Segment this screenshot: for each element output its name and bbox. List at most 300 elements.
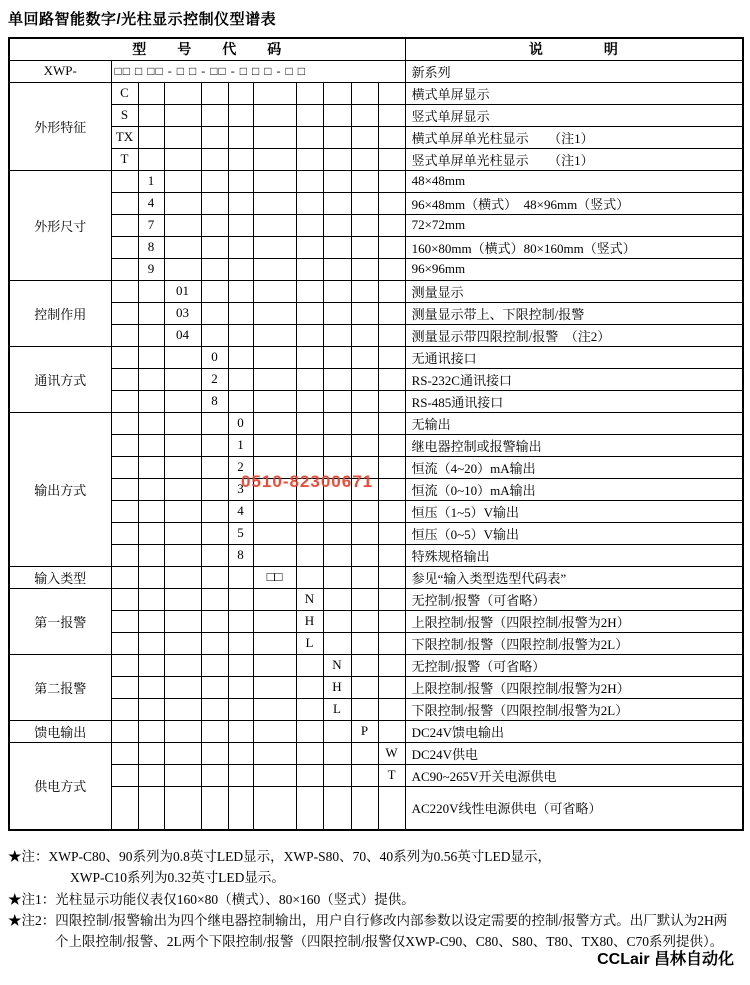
empty-cell bbox=[351, 742, 378, 764]
empty-cell bbox=[378, 368, 405, 390]
empty-cell bbox=[351, 786, 378, 830]
empty-cell bbox=[323, 280, 351, 302]
empty-cell bbox=[164, 478, 201, 500]
empty-cell bbox=[138, 324, 164, 346]
empty-cell bbox=[228, 566, 253, 588]
empty-cell bbox=[323, 786, 351, 830]
table-row bbox=[9, 192, 743, 214]
code-cell: L bbox=[296, 632, 323, 654]
table-row bbox=[9, 82, 743, 104]
empty-cell bbox=[253, 302, 296, 324]
empty-cell bbox=[323, 412, 351, 434]
empty-cell bbox=[228, 192, 253, 214]
empty-cell bbox=[201, 676, 228, 698]
description-cell: 160×80mm（横式）80×160mm（竖式） bbox=[405, 236, 743, 258]
empty-cell bbox=[323, 610, 351, 632]
empty-cell bbox=[201, 566, 228, 588]
empty-cell bbox=[138, 104, 164, 126]
code-cell: T bbox=[111, 148, 138, 170]
empty-cell bbox=[296, 280, 323, 302]
empty-cell bbox=[378, 390, 405, 412]
empty-cell bbox=[228, 654, 253, 676]
empty-cell bbox=[164, 126, 201, 148]
note-line: ★注：XWP-C80、90系列为0.8英寸LED显示，XWP-S80、70、40系列为0.56英寸LED显示， bbox=[8, 849, 551, 864]
spec-table bbox=[8, 37, 744, 831]
table-row bbox=[9, 170, 743, 192]
empty-cell bbox=[351, 764, 378, 786]
table-row bbox=[9, 610, 743, 632]
code-cell: P bbox=[351, 720, 378, 742]
description-cell: 恒流（0~10）mA输出 bbox=[405, 478, 743, 500]
description-cell: 竖式单屏显示 bbox=[405, 104, 743, 126]
empty-cell bbox=[164, 104, 201, 126]
empty-cell bbox=[378, 258, 405, 280]
empty-cell bbox=[201, 214, 228, 236]
code-cell: 0 bbox=[228, 412, 253, 434]
empty-cell bbox=[201, 522, 228, 544]
empty-cell bbox=[164, 764, 201, 786]
description-cell: 96×96mm bbox=[405, 258, 743, 280]
empty-cell bbox=[111, 500, 138, 522]
empty-cell bbox=[138, 720, 164, 742]
empty-cell bbox=[228, 258, 253, 280]
model-code-boxes: □□ □ □□ - □ □ - □□ - □ □ □ - □ □ bbox=[111, 60, 405, 82]
empty-cell bbox=[164, 390, 201, 412]
empty-cell bbox=[378, 104, 405, 126]
empty-cell bbox=[138, 126, 164, 148]
empty-cell bbox=[111, 302, 138, 324]
empty-cell bbox=[323, 500, 351, 522]
notes-section bbox=[8, 846, 728, 953]
empty-cell bbox=[323, 324, 351, 346]
empty-cell bbox=[323, 346, 351, 368]
category-cell: 供电方式 bbox=[9, 742, 111, 830]
empty-cell bbox=[296, 698, 323, 720]
empty-cell bbox=[378, 302, 405, 324]
code-cell: 0 bbox=[201, 346, 228, 368]
empty-cell bbox=[351, 610, 378, 632]
empty-cell bbox=[201, 434, 228, 456]
empty-cell bbox=[138, 588, 164, 610]
brand-logo: CCLair 昌林自动化 bbox=[597, 951, 734, 968]
description-cell: 测量显示 bbox=[405, 280, 743, 302]
empty-cell bbox=[253, 192, 296, 214]
empty-cell bbox=[228, 720, 253, 742]
empty-cell bbox=[253, 720, 296, 742]
empty-cell bbox=[323, 764, 351, 786]
empty-cell bbox=[351, 500, 378, 522]
empty-cell bbox=[351, 434, 378, 456]
empty-cell bbox=[323, 236, 351, 258]
empty-cell bbox=[351, 368, 378, 390]
table-row bbox=[9, 478, 743, 500]
empty-cell bbox=[378, 500, 405, 522]
description-cell: 竖式单屏单光柱显示 （注1） bbox=[405, 148, 743, 170]
empty-cell bbox=[323, 632, 351, 654]
empty-cell bbox=[253, 346, 296, 368]
empty-cell bbox=[164, 368, 201, 390]
empty-cell bbox=[253, 324, 296, 346]
empty-cell bbox=[138, 676, 164, 698]
category-cell: 外形尺寸 bbox=[9, 170, 111, 280]
table-row bbox=[9, 522, 743, 544]
description-cell: 无控制/报警（可省略） bbox=[405, 654, 743, 676]
empty-cell bbox=[201, 126, 228, 148]
empty-cell bbox=[201, 478, 228, 500]
category-cell: 控制作用 bbox=[9, 280, 111, 346]
empty-cell bbox=[351, 236, 378, 258]
empty-cell bbox=[228, 148, 253, 170]
empty-cell bbox=[296, 654, 323, 676]
table-row bbox=[9, 566, 743, 588]
empty-cell bbox=[351, 214, 378, 236]
empty-cell bbox=[228, 280, 253, 302]
description-cell: 继电器控制或报警输出 bbox=[405, 434, 743, 456]
empty-cell bbox=[253, 390, 296, 412]
empty-cell bbox=[138, 500, 164, 522]
empty-cell bbox=[323, 82, 351, 104]
empty-cell bbox=[228, 588, 253, 610]
empty-cell bbox=[378, 544, 405, 566]
empty-cell bbox=[253, 126, 296, 148]
empty-cell bbox=[323, 588, 351, 610]
empty-cell bbox=[228, 170, 253, 192]
empty-cell bbox=[111, 346, 138, 368]
empty-cell bbox=[138, 148, 164, 170]
empty-cell bbox=[138, 456, 164, 478]
empty-cell bbox=[228, 82, 253, 104]
empty-cell bbox=[378, 82, 405, 104]
empty-cell bbox=[351, 82, 378, 104]
empty-cell bbox=[111, 236, 138, 258]
empty-cell bbox=[228, 214, 253, 236]
empty-cell bbox=[228, 610, 253, 632]
empty-cell bbox=[228, 126, 253, 148]
empty-cell bbox=[164, 698, 201, 720]
empty-cell bbox=[253, 544, 296, 566]
empty-cell bbox=[164, 258, 201, 280]
code-cell: 2 bbox=[228, 456, 253, 478]
description-cell: 参见“输入类型选型代码表” bbox=[405, 566, 743, 588]
empty-cell bbox=[323, 258, 351, 280]
empty-cell bbox=[111, 324, 138, 346]
empty-cell bbox=[164, 148, 201, 170]
empty-cell bbox=[296, 214, 323, 236]
empty-cell bbox=[351, 302, 378, 324]
empty-cell bbox=[323, 544, 351, 566]
empty-cell bbox=[111, 742, 138, 764]
empty-cell bbox=[164, 192, 201, 214]
table-row bbox=[9, 346, 743, 368]
table-row bbox=[9, 368, 743, 390]
empty-cell bbox=[296, 126, 323, 148]
empty-cell bbox=[253, 698, 296, 720]
empty-cell bbox=[253, 148, 296, 170]
description-cell: 横式单屏单光柱显示 （注1） bbox=[405, 126, 743, 148]
table-row bbox=[9, 434, 743, 456]
code-cell: 4 bbox=[228, 500, 253, 522]
code-cell: TX bbox=[111, 126, 138, 148]
empty-cell bbox=[378, 632, 405, 654]
empty-cell bbox=[228, 742, 253, 764]
empty-cell bbox=[228, 764, 253, 786]
description-cell: DC24V供电 bbox=[405, 742, 743, 764]
empty-cell bbox=[323, 434, 351, 456]
empty-cell bbox=[201, 632, 228, 654]
empty-cell bbox=[201, 82, 228, 104]
empty-cell bbox=[296, 522, 323, 544]
empty-cell bbox=[296, 544, 323, 566]
empty-cell bbox=[164, 588, 201, 610]
empty-cell bbox=[351, 654, 378, 676]
empty-cell bbox=[323, 390, 351, 412]
model-prefix: XWP- bbox=[9, 60, 111, 82]
empty-cell bbox=[351, 148, 378, 170]
empty-cell bbox=[296, 170, 323, 192]
description-cell: 测量显示带上、下限控制/报警 bbox=[405, 302, 743, 324]
empty-cell bbox=[351, 522, 378, 544]
empty-cell bbox=[164, 170, 201, 192]
empty-cell bbox=[138, 654, 164, 676]
empty-cell bbox=[378, 676, 405, 698]
description-cell: 恒压（1~5）V输出 bbox=[405, 500, 743, 522]
empty-cell bbox=[378, 786, 405, 830]
empty-cell bbox=[111, 434, 138, 456]
table-row bbox=[9, 456, 743, 478]
code-cell: 1 bbox=[138, 170, 164, 192]
code-cell: 8 bbox=[138, 236, 164, 258]
description-cell: DC24V馈电输出 bbox=[405, 720, 743, 742]
model-row bbox=[9, 60, 743, 82]
empty-cell bbox=[378, 148, 405, 170]
empty-cell bbox=[296, 258, 323, 280]
table-row bbox=[9, 126, 743, 148]
empty-cell bbox=[164, 346, 201, 368]
empty-cell bbox=[138, 764, 164, 786]
empty-cell bbox=[351, 390, 378, 412]
description-cell: 下限控制/报警（四限控制/报警为2L） bbox=[405, 698, 743, 720]
empty-cell bbox=[111, 566, 138, 588]
empty-cell bbox=[164, 500, 201, 522]
note-line: ★注2：四限控制/报警输出为四个继电器控制输出，用户自行修改内部参数以设定需要的控制/报警方式。出厂默认为2H两个上限控制/报警、2L两个下限控制/报警（四限控制/报警仅XWP-C90、C80、S80、T80、TX80、C70系列提供）。 bbox=[8, 912, 728, 950]
empty-cell bbox=[351, 412, 378, 434]
empty-cell bbox=[378, 280, 405, 302]
empty-cell bbox=[201, 412, 228, 434]
empty-cell bbox=[253, 82, 296, 104]
empty-cell bbox=[111, 544, 138, 566]
table-row bbox=[9, 764, 743, 786]
empty-cell bbox=[111, 258, 138, 280]
table-row bbox=[9, 654, 743, 676]
empty-cell bbox=[228, 368, 253, 390]
table-row bbox=[9, 258, 743, 280]
empty-cell bbox=[351, 544, 378, 566]
empty-cell bbox=[111, 786, 138, 830]
empty-cell bbox=[138, 522, 164, 544]
empty-cell bbox=[253, 654, 296, 676]
empty-cell bbox=[296, 192, 323, 214]
empty-cell bbox=[351, 170, 378, 192]
empty-cell bbox=[201, 654, 228, 676]
empty-cell bbox=[296, 324, 323, 346]
empty-cell bbox=[378, 412, 405, 434]
category-cell: 第二报警 bbox=[9, 654, 111, 720]
table-row bbox=[9, 676, 743, 698]
empty-cell bbox=[201, 192, 228, 214]
spec-table-body bbox=[9, 38, 743, 830]
table-row bbox=[9, 148, 743, 170]
empty-cell bbox=[351, 104, 378, 126]
empty-cell bbox=[164, 214, 201, 236]
description-cell: 无通讯接口 bbox=[405, 346, 743, 368]
empty-cell bbox=[296, 566, 323, 588]
empty-cell bbox=[138, 82, 164, 104]
empty-cell bbox=[296, 434, 323, 456]
empty-cell bbox=[228, 324, 253, 346]
code-cell: H bbox=[296, 610, 323, 632]
empty-cell bbox=[201, 280, 228, 302]
table-row bbox=[9, 324, 743, 346]
code-cell: 03 bbox=[164, 302, 201, 324]
watermark-phone: 0510-82300671 bbox=[241, 472, 374, 491]
empty-cell bbox=[138, 368, 164, 390]
empty-cell bbox=[138, 478, 164, 500]
empty-cell bbox=[378, 588, 405, 610]
description-cell: 上限控制/报警（四限控制/报警为2H） bbox=[405, 676, 743, 698]
empty-cell bbox=[111, 368, 138, 390]
table-row bbox=[9, 720, 743, 742]
code-cell: H bbox=[323, 676, 351, 698]
empty-cell bbox=[296, 236, 323, 258]
empty-cell bbox=[378, 566, 405, 588]
empty-cell bbox=[323, 214, 351, 236]
empty-cell bbox=[111, 192, 138, 214]
empty-cell bbox=[253, 280, 296, 302]
empty-cell bbox=[253, 632, 296, 654]
empty-cell bbox=[323, 126, 351, 148]
empty-cell bbox=[378, 522, 405, 544]
empty-cell bbox=[138, 566, 164, 588]
empty-cell bbox=[296, 742, 323, 764]
empty-cell bbox=[201, 698, 228, 720]
empty-cell bbox=[111, 214, 138, 236]
empty-cell bbox=[228, 676, 253, 698]
description-cell: RS-485通讯接口 bbox=[405, 390, 743, 412]
table-row bbox=[9, 632, 743, 654]
table-row bbox=[9, 104, 743, 126]
empty-cell bbox=[138, 632, 164, 654]
empty-cell bbox=[111, 654, 138, 676]
empty-cell bbox=[296, 390, 323, 412]
empty-cell bbox=[138, 698, 164, 720]
empty-cell bbox=[111, 412, 138, 434]
empty-cell bbox=[296, 346, 323, 368]
table-row bbox=[9, 500, 743, 522]
empty-cell bbox=[351, 258, 378, 280]
category-cell: 输出方式 bbox=[9, 412, 111, 566]
empty-cell bbox=[228, 390, 253, 412]
code-cell: T bbox=[378, 764, 405, 786]
empty-cell bbox=[164, 522, 201, 544]
empty-cell bbox=[201, 170, 228, 192]
empty-cell bbox=[201, 236, 228, 258]
code-cell: N bbox=[323, 654, 351, 676]
table-row bbox=[9, 412, 743, 434]
table-row bbox=[9, 280, 743, 302]
empty-cell bbox=[323, 566, 351, 588]
empty-cell bbox=[378, 456, 405, 478]
empty-cell bbox=[323, 104, 351, 126]
description-cell: RS-232C通讯接口 bbox=[405, 368, 743, 390]
empty-cell bbox=[323, 302, 351, 324]
empty-cell bbox=[351, 324, 378, 346]
description-cell: 48×48mm bbox=[405, 170, 743, 192]
empty-cell bbox=[378, 236, 405, 258]
empty-cell bbox=[253, 412, 296, 434]
empty-cell bbox=[378, 434, 405, 456]
empty-cell bbox=[201, 764, 228, 786]
description-cell: 上限控制/报警（四限控制/报警为2H） bbox=[405, 610, 743, 632]
empty-cell bbox=[253, 676, 296, 698]
empty-cell bbox=[164, 720, 201, 742]
empty-cell bbox=[201, 148, 228, 170]
empty-cell bbox=[164, 456, 201, 478]
category-cell: 输入类型 bbox=[9, 566, 111, 588]
empty-cell bbox=[378, 720, 405, 742]
empty-cell bbox=[253, 742, 296, 764]
description-cell: 特殊规格输出 bbox=[405, 544, 743, 566]
empty-cell bbox=[296, 500, 323, 522]
description-cell: 恒压（0~5）V输出 bbox=[405, 522, 743, 544]
empty-cell bbox=[323, 720, 351, 742]
empty-cell bbox=[351, 588, 378, 610]
empty-cell bbox=[201, 742, 228, 764]
empty-cell bbox=[111, 390, 138, 412]
description-cell: 无输出 bbox=[405, 412, 743, 434]
empty-cell bbox=[228, 346, 253, 368]
code-cell: 7 bbox=[138, 214, 164, 236]
empty-cell bbox=[378, 126, 405, 148]
empty-cell bbox=[378, 192, 405, 214]
empty-cell bbox=[253, 258, 296, 280]
page-title: 单回路智能数字/光柱显示控制仪型谱表 bbox=[8, 11, 277, 28]
code-cell: 8 bbox=[201, 390, 228, 412]
table-row bbox=[9, 786, 743, 830]
code-cell: 04 bbox=[164, 324, 201, 346]
empty-cell bbox=[201, 500, 228, 522]
empty-cell bbox=[111, 720, 138, 742]
empty-cell bbox=[164, 610, 201, 632]
empty-cell bbox=[201, 456, 228, 478]
empty-cell bbox=[323, 192, 351, 214]
empty-cell bbox=[378, 214, 405, 236]
empty-cell bbox=[111, 676, 138, 698]
empty-cell bbox=[253, 236, 296, 258]
empty-cell bbox=[296, 412, 323, 434]
empty-cell bbox=[111, 170, 138, 192]
empty-cell bbox=[138, 544, 164, 566]
empty-cell bbox=[351, 280, 378, 302]
empty-cell bbox=[164, 786, 201, 830]
table-row bbox=[9, 214, 743, 236]
code-cell: 3 bbox=[228, 478, 253, 500]
category-cell: 通讯方式 bbox=[9, 346, 111, 412]
description-cell: 横式单屏显示 bbox=[405, 82, 743, 104]
empty-cell bbox=[351, 346, 378, 368]
empty-cell bbox=[228, 786, 253, 830]
empty-cell bbox=[296, 148, 323, 170]
table-row bbox=[9, 588, 743, 610]
